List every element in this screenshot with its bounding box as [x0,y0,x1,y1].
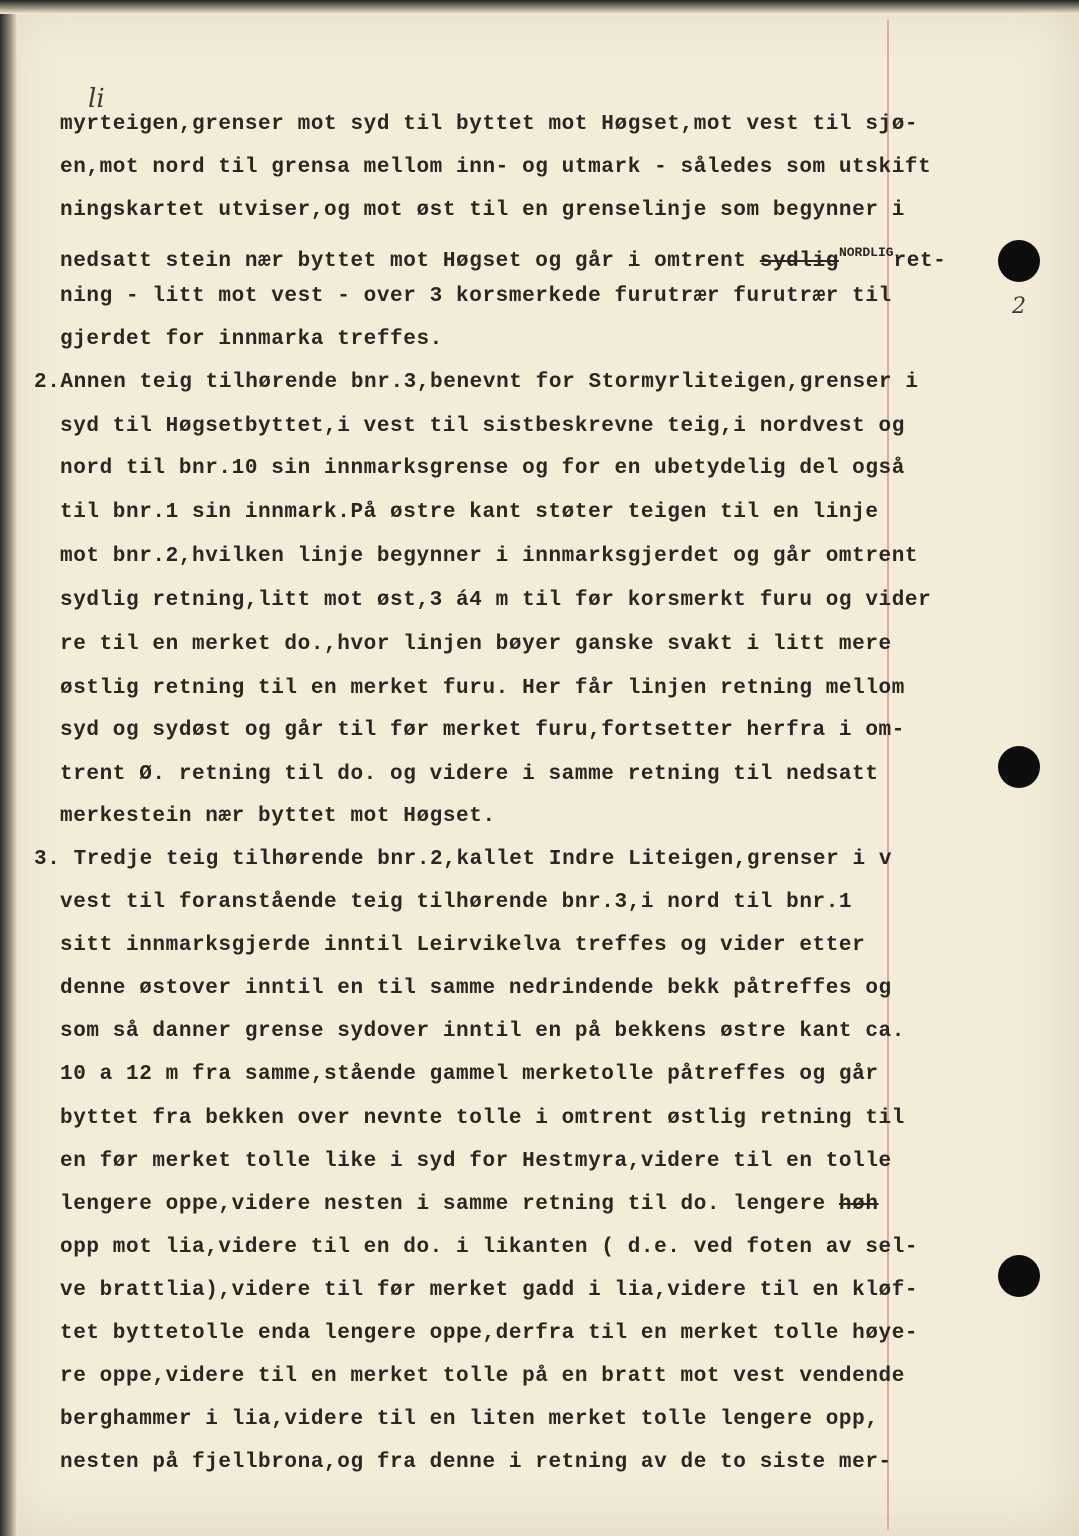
text-line: syd og sydøst og går til før merket furu,fortsetter herfra i om- [60,719,905,742]
text-line [60,155,931,181]
text-line: re oppe,videre til en merket tolle på en bratt mot vest vendende [60,1365,905,1388]
line-text: en,mot nord til grensa mellom inn- og utmark - således som utskif [60,156,919,179]
text-line: 3. Tredje teig tilhørende bnr.2,kallet Indre Liteigen,grenser i v [34,848,893,871]
punch-hole-icon [998,1255,1040,1297]
punch-hole-icon [998,240,1040,282]
text-line: nesten på fjellbrona,og fra denne i retning av de to siste mer- [60,1451,892,1474]
text-line: mot bnr.2,hvilken linje begynner i innmarksgjerdet og går omtrent [60,545,919,568]
text-line: ve brattlia),videre til før merket gadd i lia,videre til en kløf- [60,1279,919,1302]
text-line: byttet fra bekken over nevnte tolle i omtrent østlig retning til [60,1107,905,1130]
text-line: myrteigen,grenser mot syd til byttet mot Høgset,mot vest til sjø- [60,113,919,136]
text-line: østlig retning til en merket furu. Her får linjen retning mellom [60,677,905,700]
scan-top-edge [0,0,1079,14]
punch-hole-icon [998,746,1040,788]
text-line: som så danner grense sydover inntil en på bekkens østre kant ca. [60,1020,905,1043]
text-line: trent Ø. retning til do. og videre i samme retning til nedsatt [60,763,879,786]
line-text: lengere oppe,videre nesten i samme retning til do. lengere [60,1193,826,1216]
text-line: berghammer i lia,videre til en liten merket tolle lengere opp, [60,1408,879,1431]
text-line: 10 a 12 m fra samme,stående gammel merketolle påtreffes og går [60,1063,879,1086]
line-overflow: t [918,156,932,179]
inserted-word: NORDLIG [838,245,894,260]
text-line [60,240,946,275]
struck-word: høh [838,1193,879,1216]
text-line: 2.Annen teig tilhørende bnr.3,benevnt for Stormyrliteigen,grenser i [34,371,919,394]
struck-word: sydlig [759,250,839,273]
text-line [60,588,931,614]
text-line: denne østover inntil en til samme nedrindende bekk påtreffes og [60,977,892,1000]
text-line: re til en merket do.,hvor linjen bøyer ganske svakt i litt mere [60,633,892,656]
text-line: opp mot lia,videre til en do. i likanten ( d.e. ved foten av sel- [60,1236,919,1259]
text-line: syd til Høgsetbyttet,i vest til sistbeskrevne teig,i nordvest og [60,415,905,438]
text-line: tet byttetolle enda lengere oppe,derfra til en merket tolle høye- [60,1322,919,1345]
text-line: ning - litt mot vest - over 3 korsmerkede furutrær furutrær til [60,285,892,308]
text-line [60,1192,879,1218]
text-line: ningskartet utviser,og mot øst til en grenselinje som begynner i [60,199,905,222]
margin-note-right: 2 [1012,294,1026,319]
line-tail: ret- [893,250,947,273]
text-line: nord til bnr.10 sin innmarksgrense og for en ubetydelig del også [60,457,905,480]
line-text: sydlig retning,litt mot øst,3 á4 m til før korsmerkt furu og vide [60,589,919,612]
text-line: en før merket tolle like i syd for Hestmyra,videre til en tolle [60,1150,892,1173]
text-line: merkestein nær byttet mot Høgset. [60,805,496,828]
text-line: til bnr.1 sin innmark.På østre kant støter teigen til en linje [60,501,879,524]
line-overflow: r [918,589,932,612]
text-line: vest til foranstående teig tilhørende bnr.3,i nord til bnr.1 [60,891,853,914]
line-text: nedsatt stein nær byttet mot Høgset og går i omtrent [60,250,747,273]
text-line: gjerdet for innmarka treffes. [60,328,443,351]
scan-left-edge [0,0,18,1536]
text-line: sitt innmarksgjerde inntil Leirvikelva treffes og vider etter [60,934,866,957]
margin-note-top: li [88,84,105,114]
